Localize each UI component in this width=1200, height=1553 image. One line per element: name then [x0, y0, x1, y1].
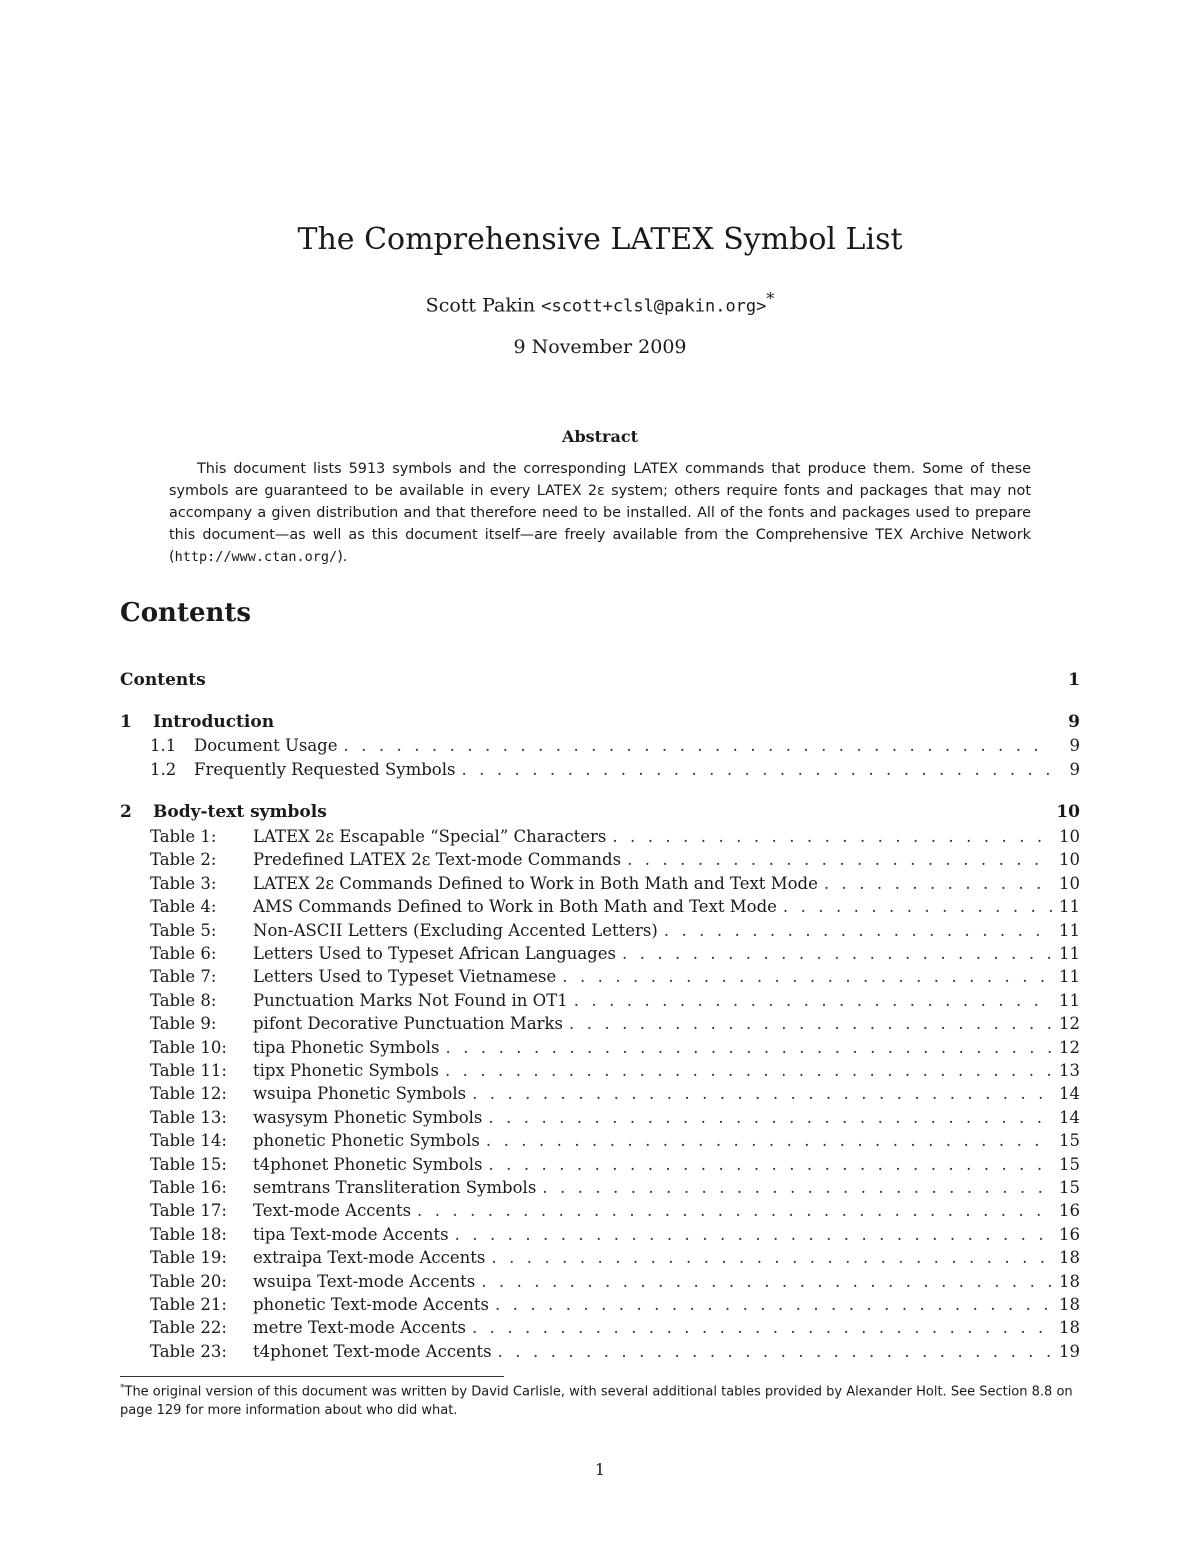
toc-table-entry-number: Table 4:: [150, 897, 217, 917]
toc-table-entry-label: Letters Used to Typeset African Languages: [253, 944, 616, 963]
dot-leader: [627, 850, 1052, 869]
toc-subsection[interactable]: [120, 760, 1080, 784]
toc-table-entry[interactable]: [120, 944, 1080, 968]
ctan-link[interactable]: http://www.ctan.org/: [174, 549, 338, 565]
toc-table-entry[interactable]: [120, 850, 1080, 874]
dot-leader: [498, 1342, 1052, 1361]
toc-subsection[interactable]: [120, 736, 1080, 760]
toc-table-entry-page: 11: [1059, 990, 1080, 1010]
toc-table-entry[interactable]: [120, 967, 1080, 991]
dot-leader: [783, 897, 1052, 916]
toc-table-entry-label: wsuipa Phonetic Symbols: [253, 1084, 467, 1104]
footnote-rule: [120, 1376, 504, 1377]
page-number: 1: [594, 1460, 606, 1479]
toc-table-entry-page: 12: [1059, 1014, 1080, 1034]
toc-table-entry-page: 13: [1059, 1061, 1080, 1080]
toc-subsection-page: 9: [1069, 736, 1080, 755]
toc-table-entry-page: 11: [1059, 967, 1080, 987]
toc-table-entry-number: Table 17:: [150, 1201, 227, 1221]
toc-subsection-label: Document Usage: [194, 736, 338, 755]
toc-table-entry[interactable]: [120, 1272, 1080, 1296]
toc-table-entry-page: 16: [1059, 1224, 1080, 1244]
toc-table-entry-number: Table 21:: [150, 1295, 227, 1314]
toc-subsection-number: 1.1: [150, 736, 177, 755]
toc-table-entry-page: 14: [1059, 1084, 1080, 1104]
toc-table-entry-label: tipa Text-mode Accents: [253, 1224, 449, 1244]
abstract-body: [169, 458, 1031, 568]
toc-section-number: 2: [120, 802, 132, 822]
toc-section-page: 9: [1068, 712, 1080, 732]
dot-leader: [612, 827, 1052, 846]
toc-table-entry-label: extraipa Text-mode Accents: [253, 1248, 486, 1268]
toc-table-entry-label: phonetic Phonetic Symbols: [253, 1131, 480, 1151]
author-email[interactable]: <scott+clsl@pakin.org>: [541, 296, 767, 317]
toc-table-entry-label: Predefined LATEX 2ε Text-mode Commands: [253, 850, 622, 870]
abstract-text: This document lists 5913 symbols and the corresponding LATEX commands that produce them. Some of these symbols are guaranteed to be available in every LATEX 2ε system; others require fonts and packages that may not accompany a given distribution and that therefore need to be installed. All of the fonts and packages used to prepare this document—as well as this document itself—are freely available from the Comprehensive TEX Archive Network (: [169, 461, 1031, 565]
dot-leader: [488, 1108, 1052, 1127]
toc-table-entry[interactable]: [120, 1295, 1080, 1319]
toc-table-entry-label: AMS Commands Defined to Work in Both Math and Text Mode: [253, 897, 777, 917]
toc-table-entry[interactable]: [120, 1155, 1080, 1179]
toc-table-entry-page: 12: [1059, 1037, 1080, 1057]
toc-table-entry-page: 11: [1059, 897, 1080, 917]
toc-table-entry-label: t4phonet Text-mode Accents: [253, 1341, 492, 1361]
dot-leader: [491, 1248, 1052, 1267]
toc-table-entry[interactable]: [120, 1061, 1080, 1085]
toc-table-entry-label: t4phonet Phonetic Symbols: [253, 1154, 483, 1174]
toc-table-entry-number: Table 23:: [150, 1341, 227, 1361]
toc-table-entry-page: 10: [1059, 850, 1080, 870]
toc-table-entry-page: 15: [1059, 1154, 1080, 1174]
toc-table-entry-number: Table 7:: [150, 967, 217, 987]
toc-table-entry-number: Table 3:: [150, 873, 217, 893]
abstract-text-end: ).: [337, 549, 348, 565]
toc-table-entry-label: Text-mode Accents: [253, 1201, 412, 1221]
dot-leader: [455, 1225, 1052, 1244]
toc-table-entry-page: 11: [1059, 944, 1080, 963]
toc-table-entry[interactable]: [120, 921, 1080, 945]
toc-table-entry[interactable]: [120, 874, 1080, 898]
toc-table-entry-number: Table 2:: [150, 850, 217, 870]
toc-table-entry[interactable]: [120, 1248, 1080, 1272]
dot-leader: [569, 1014, 1052, 1033]
dot-leader: [486, 1131, 1052, 1150]
dot-leader: [495, 1295, 1052, 1314]
document-date: 9 November 2009: [513, 336, 687, 358]
toc-table-entry[interactable]: [120, 1318, 1080, 1342]
dot-leader: [446, 1038, 1052, 1057]
contents-heading: Contents: [120, 598, 252, 628]
toc-section[interactable]: [120, 802, 1080, 826]
dot-leader: [664, 921, 1052, 940]
toc-contents-page: 1: [1068, 670, 1080, 690]
toc-table-entry-page: 11: [1059, 920, 1080, 940]
toc-table-entry-page: 18: [1059, 1271, 1080, 1291]
toc-table-entry-page: 15: [1059, 1178, 1080, 1197]
toc-table-entry-page: 16: [1059, 1201, 1080, 1221]
dot-leader: [542, 1178, 1052, 1197]
dot-leader: [472, 1084, 1052, 1103]
toc-table-entry-number: Table 10:: [150, 1037, 227, 1057]
toc-table-entry-label: Letters Used to Typeset Vietnamese: [253, 967, 557, 987]
toc-table-entry-label: tipx Phonetic Symbols: [253, 1061, 439, 1080]
footnote: [120, 1379, 1080, 1420]
toc-table-entry-number: Table 18:: [150, 1224, 227, 1244]
toc-table-entry-number: Table 5:: [150, 920, 217, 940]
toc-table-entry-label: wsuipa Text-mode Accents: [253, 1271, 476, 1291]
dot-leader: [824, 874, 1052, 893]
toc-table-entry-number: Table 20:: [150, 1271, 227, 1291]
abstract-heading: Abstract: [562, 427, 638, 446]
dot-leader: [461, 760, 1052, 779]
toc-table-entry-label: wasysym Phonetic Symbols: [253, 1107, 483, 1127]
dot-leader: [445, 1061, 1052, 1080]
toc-table-entry[interactable]: [120, 1131, 1080, 1155]
toc-table-entry-label: Non-ASCII Letters (Excluding Accented Letters): [253, 920, 658, 940]
dot-leader: [488, 1155, 1052, 1174]
footnote-mark: *: [120, 1383, 125, 1393]
footnote-text: The original version of this document was written by David Carlisle, with several additional tables provided by Alexander Holt. See Section 8.8 on page 129 for more information about who did what.: [120, 1384, 1073, 1419]
toc-contents-label: Contents: [120, 670, 206, 690]
toc-table-entry[interactable]: [120, 827, 1080, 851]
toc-table-entry-number: Table 12:: [150, 1084, 227, 1104]
toc-section-page: 10: [1056, 802, 1080, 822]
dot-leader: [417, 1201, 1052, 1220]
toc-contents[interactable]: [120, 670, 1080, 694]
toc-table-entry[interactable]: [120, 1108, 1080, 1132]
toc-table-entry-label: LATEX 2ε Escapable “Special” Characters: [253, 827, 607, 846]
dot-leader: [472, 1318, 1052, 1337]
toc-table-entry-label: Punctuation Marks Not Found in OT1: [253, 990, 568, 1010]
toc-table-entry-label: pifont Decorative Punctuation Marks: [253, 1014, 564, 1034]
toc-table-entry-number: Table 1:: [150, 827, 217, 846]
author-line: [0, 289, 1200, 316]
toc-table-entry-number: Table 19:: [150, 1248, 227, 1268]
toc-table-entry-number: Table 6:: [150, 944, 217, 963]
toc-section[interactable]: [120, 712, 1080, 736]
toc-table-entry-number: Table 11:: [150, 1061, 227, 1080]
toc-subsection-page: 9: [1069, 760, 1080, 779]
toc-section-number: 1: [120, 712, 132, 732]
toc-table-entry-number: Table 14:: [150, 1131, 227, 1151]
toc-table-entry[interactable]: [120, 1201, 1080, 1225]
toc-table-entry[interactable]: [120, 991, 1080, 1015]
toc-table-entry-label: phonetic Text-mode Accents: [253, 1295, 489, 1314]
dot-leader: [622, 944, 1052, 963]
toc-table-entry-page: 10: [1059, 827, 1080, 846]
toc-table-entry-page: 18: [1059, 1318, 1080, 1338]
toc-table-entry-label: metre Text-mode Accents: [253, 1318, 466, 1338]
toc-table-entry-page: 18: [1059, 1248, 1080, 1268]
toc-subsection-number: 1.2: [150, 760, 177, 779]
toc-table-entry-label: semtrans Transliteration Symbols: [253, 1178, 537, 1197]
toc-table-entry-page: 10: [1059, 873, 1080, 893]
toc-table-entry-page: 14: [1059, 1107, 1080, 1127]
toc-table-entry-number: Table 13:: [150, 1107, 227, 1127]
document-title: The Comprehensive LATEX Symbol List: [297, 222, 903, 257]
toc-table-entry-page: 19: [1059, 1341, 1080, 1361]
toc-table-entry[interactable]: [120, 897, 1080, 921]
dot-leader: [574, 991, 1052, 1010]
toc-table-entry-page: 15: [1059, 1131, 1080, 1151]
dot-leader: [481, 1272, 1052, 1291]
author-footnote-mark: *: [766, 289, 775, 308]
toc-table-entry-number: Table 15:: [150, 1154, 227, 1174]
toc-section-label: Body-text symbols: [153, 802, 327, 822]
toc-table-entry-label: tipa Phonetic Symbols: [253, 1037, 440, 1057]
author-name: Scott Pakin: [425, 294, 536, 317]
toc-table-entry[interactable]: [120, 1225, 1080, 1249]
toc-table-entry-number: Table 9:: [150, 1014, 217, 1034]
toc-table-entry[interactable]: [120, 1342, 1080, 1366]
toc-table-entry-number: Table 22:: [150, 1318, 227, 1338]
toc-table-entry[interactable]: [120, 1178, 1080, 1202]
toc-table-entry-label: LATEX 2ε Commands Defined to Work in Both Math and Text Mode: [253, 873, 818, 893]
dot-leader: [562, 967, 1052, 986]
toc-table-entry-number: Table 8:: [150, 990, 217, 1010]
toc-table-entry[interactable]: [120, 1084, 1080, 1108]
toc-section-label: Introduction: [153, 712, 275, 732]
toc-table-entry[interactable]: [120, 1014, 1080, 1038]
toc-table-entry[interactable]: [120, 1038, 1080, 1062]
dot-leader: [343, 736, 1052, 755]
toc-subsection-label: Frequently Requested Symbols: [194, 760, 456, 779]
toc-table-entry-number: Table 16:: [150, 1178, 227, 1197]
toc-table-entry-page: 18: [1059, 1295, 1080, 1314]
